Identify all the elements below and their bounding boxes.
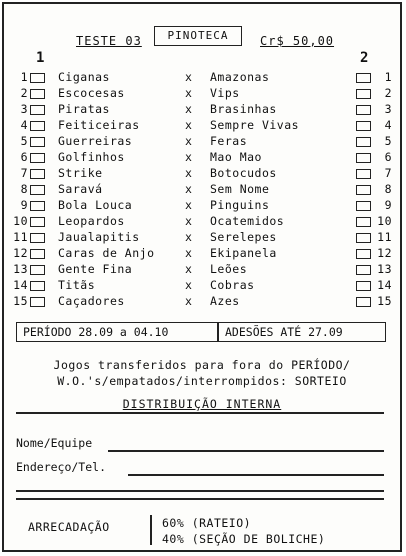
match-row bbox=[4, 278, 400, 294]
team-1-name: Gente Fina bbox=[58, 262, 133, 276]
versus-mark: x bbox=[185, 198, 193, 212]
row-number-right: 9 bbox=[384, 198, 392, 212]
row-number-left: 10 bbox=[13, 214, 28, 228]
checkbox-team-1[interactable] bbox=[30, 137, 45, 147]
adhesion-deadline: ADESÕES ATÉ 27.09 bbox=[225, 325, 343, 339]
team-2-name: Pinguins bbox=[210, 198, 270, 212]
checkbox-team-1[interactable] bbox=[30, 73, 45, 83]
team-2-name: Serelepes bbox=[210, 230, 277, 244]
checkbox-team-2[interactable] bbox=[356, 185, 371, 195]
row-number-right: 6 bbox=[384, 150, 392, 164]
checkbox-team-2[interactable] bbox=[356, 169, 371, 179]
versus-mark: x bbox=[185, 262, 193, 276]
team-2-name: Mao Mao bbox=[210, 150, 262, 164]
checkbox-team-2[interactable] bbox=[356, 137, 371, 147]
row-number-left: 15 bbox=[13, 294, 28, 308]
price-label: Cr$ 50,00 bbox=[260, 34, 335, 48]
match-row bbox=[4, 246, 400, 262]
team-1-name: Caras de Anjo bbox=[58, 246, 155, 260]
team-2-name: Brasinhas bbox=[210, 102, 277, 116]
checkbox-team-2[interactable] bbox=[356, 265, 371, 275]
checkbox-team-2[interactable] bbox=[356, 217, 371, 227]
team-1-name: Piratas bbox=[58, 102, 110, 116]
team-1-name: Golfinhos bbox=[58, 150, 125, 164]
team-1-name: Caçadores bbox=[58, 294, 125, 308]
checkbox-team-1[interactable] bbox=[30, 105, 45, 115]
team-2-name: Vips bbox=[210, 86, 240, 100]
match-row bbox=[4, 118, 400, 134]
versus-mark: x bbox=[185, 102, 193, 116]
team-1-name: Titãs bbox=[58, 278, 96, 292]
team-1-name: Strike bbox=[58, 166, 103, 180]
checkbox-team-1[interactable] bbox=[30, 121, 45, 131]
team-2-name: Leões bbox=[210, 262, 248, 276]
row-number-right: 7 bbox=[384, 166, 392, 180]
period-range: PERÍODO 28.09 a 04.10 bbox=[23, 325, 169, 339]
match-row bbox=[4, 230, 400, 246]
checkbox-team-1[interactable] bbox=[30, 169, 45, 179]
row-number-right: 3 bbox=[384, 102, 392, 116]
checkbox-team-2[interactable] bbox=[356, 153, 371, 163]
checkbox-team-2[interactable] bbox=[356, 73, 371, 83]
blank-line-1 bbox=[16, 490, 384, 492]
period-divider bbox=[217, 323, 219, 341]
team-2-name: Cobras bbox=[210, 278, 255, 292]
rules-note-line-1: Jogos transferidos para fora do PERÍODO/ bbox=[53, 358, 351, 372]
checkbox-team-1[interactable] bbox=[30, 233, 45, 243]
team-2-name: Sempre Vivas bbox=[210, 118, 300, 132]
versus-mark: x bbox=[185, 278, 193, 292]
match-row bbox=[4, 294, 400, 310]
row-number-right: 11 bbox=[377, 230, 392, 244]
checkbox-team-2[interactable] bbox=[356, 281, 371, 291]
row-number-right: 14 bbox=[377, 278, 392, 292]
checkbox-team-2[interactable] bbox=[356, 249, 371, 259]
name-team-input-line[interactable] bbox=[108, 450, 384, 452]
row-number-right: 8 bbox=[384, 182, 392, 196]
team-1-name: Feiticeiras bbox=[58, 118, 140, 132]
checkbox-team-1[interactable] bbox=[30, 201, 45, 211]
row-number-left: 8 bbox=[20, 182, 28, 196]
versus-mark: x bbox=[185, 86, 193, 100]
row-number-left: 11 bbox=[13, 230, 28, 244]
rules-note-line-2: W.O.'s/empatados/interrompidos: SORTEIO bbox=[57, 374, 347, 388]
match-row bbox=[4, 166, 400, 182]
row-number-left: 4 bbox=[20, 118, 28, 132]
row-number-right: 1 bbox=[384, 70, 392, 84]
versus-mark: x bbox=[185, 166, 193, 180]
row-number-left: 9 bbox=[20, 198, 28, 212]
slip-header bbox=[4, 26, 400, 54]
collection-share-2: 40% (SEÇÃO DE BOLICHE) bbox=[162, 532, 326, 546]
team-1-name: Escocesas bbox=[58, 86, 125, 100]
team-1-name: Ciganas bbox=[58, 70, 110, 84]
row-number-right: 13 bbox=[377, 262, 392, 276]
distribution-title: DISTRIBUIÇÃO INTERNA bbox=[122, 397, 282, 411]
team-2-name: Azes bbox=[210, 294, 240, 308]
team-2-name: Feras bbox=[210, 134, 248, 148]
team-2-name: Ocatemidos bbox=[210, 214, 285, 228]
column-2-header: 2 bbox=[360, 50, 369, 66]
row-number-left: 5 bbox=[20, 134, 28, 148]
collection-divider bbox=[150, 515, 152, 545]
betting-slip-card bbox=[2, 2, 402, 552]
title-box: PINOTECA bbox=[154, 26, 242, 46]
team-2-name: Ekipanela bbox=[210, 246, 277, 260]
team-2-name: Botocudos bbox=[210, 166, 277, 180]
row-number-left: 3 bbox=[20, 102, 28, 116]
match-row bbox=[4, 198, 400, 214]
versus-mark: x bbox=[185, 134, 193, 148]
row-number-right: 2 bbox=[384, 86, 392, 100]
team-1-name: Guerreiras bbox=[58, 134, 133, 148]
address-phone-label: Endereço/Tel. bbox=[16, 460, 107, 474]
row-number-left: 12 bbox=[13, 246, 28, 260]
blank-line-2 bbox=[16, 498, 384, 500]
row-number-right: 15 bbox=[377, 294, 392, 308]
test-label: TESTE 03 bbox=[76, 34, 142, 48]
match-list bbox=[4, 70, 400, 310]
versus-mark: x bbox=[185, 150, 193, 164]
match-row bbox=[4, 262, 400, 278]
checkbox-team-2[interactable] bbox=[356, 201, 371, 211]
checkbox-team-1[interactable] bbox=[30, 153, 45, 163]
versus-mark: x bbox=[185, 230, 193, 244]
checkbox-team-1[interactable] bbox=[30, 89, 45, 99]
team-1-name: Jaualapitis bbox=[58, 230, 140, 244]
match-row bbox=[4, 150, 400, 166]
checkbox-team-2[interactable] bbox=[356, 121, 371, 131]
checkbox-team-2[interactable] bbox=[356, 89, 371, 99]
checkbox-team-1[interactable] bbox=[30, 297, 45, 307]
versus-mark: x bbox=[185, 246, 193, 260]
row-number-right: 5 bbox=[384, 134, 392, 148]
divider-top bbox=[16, 412, 384, 414]
match-row bbox=[4, 182, 400, 198]
team-2-name: Amazonas bbox=[210, 70, 270, 84]
checkbox-team-1[interactable] bbox=[30, 249, 45, 259]
match-row bbox=[4, 70, 400, 86]
address-phone-input-line[interactable] bbox=[128, 474, 384, 476]
checkbox-team-2[interactable] bbox=[356, 233, 371, 243]
versus-mark: x bbox=[185, 118, 193, 132]
column-1-header: 1 bbox=[36, 50, 45, 66]
row-number-left: 14 bbox=[13, 278, 28, 292]
versus-mark: x bbox=[185, 70, 193, 84]
checkbox-team-1[interactable] bbox=[30, 185, 45, 195]
row-number-left: 6 bbox=[20, 150, 28, 164]
versus-mark: x bbox=[185, 182, 193, 196]
versus-mark: x bbox=[185, 294, 193, 308]
versus-mark: x bbox=[185, 214, 193, 228]
row-number-right: 10 bbox=[377, 214, 392, 228]
collection-label: ARRECADAÇÃO bbox=[28, 520, 110, 534]
checkbox-team-1[interactable] bbox=[30, 217, 45, 227]
checkbox-team-1[interactable] bbox=[30, 281, 45, 291]
checkbox-team-2[interactable] bbox=[356, 105, 371, 115]
name-team-label: Nome/Equipe bbox=[16, 436, 93, 450]
team-1-name: Leopardos bbox=[58, 214, 125, 228]
match-row bbox=[4, 134, 400, 150]
match-row bbox=[4, 86, 400, 102]
period-box bbox=[16, 322, 386, 342]
team-1-name: Saravá bbox=[58, 182, 103, 196]
row-number-left: 13 bbox=[13, 262, 28, 276]
team-1-name: Bola Louca bbox=[58, 198, 133, 212]
match-row bbox=[4, 102, 400, 118]
row-number-right: 4 bbox=[384, 118, 392, 132]
row-number-right: 12 bbox=[377, 246, 392, 260]
checkbox-team-2[interactable] bbox=[356, 297, 371, 307]
row-number-left: 1 bbox=[20, 70, 28, 84]
team-2-name: Sem Nome bbox=[210, 182, 270, 196]
match-row bbox=[4, 214, 400, 230]
row-number-left: 7 bbox=[20, 166, 28, 180]
row-number-left: 2 bbox=[20, 86, 28, 100]
collection-share-1: 60% (RATEIO) bbox=[162, 516, 252, 530]
checkbox-team-1[interactable] bbox=[30, 265, 45, 275]
